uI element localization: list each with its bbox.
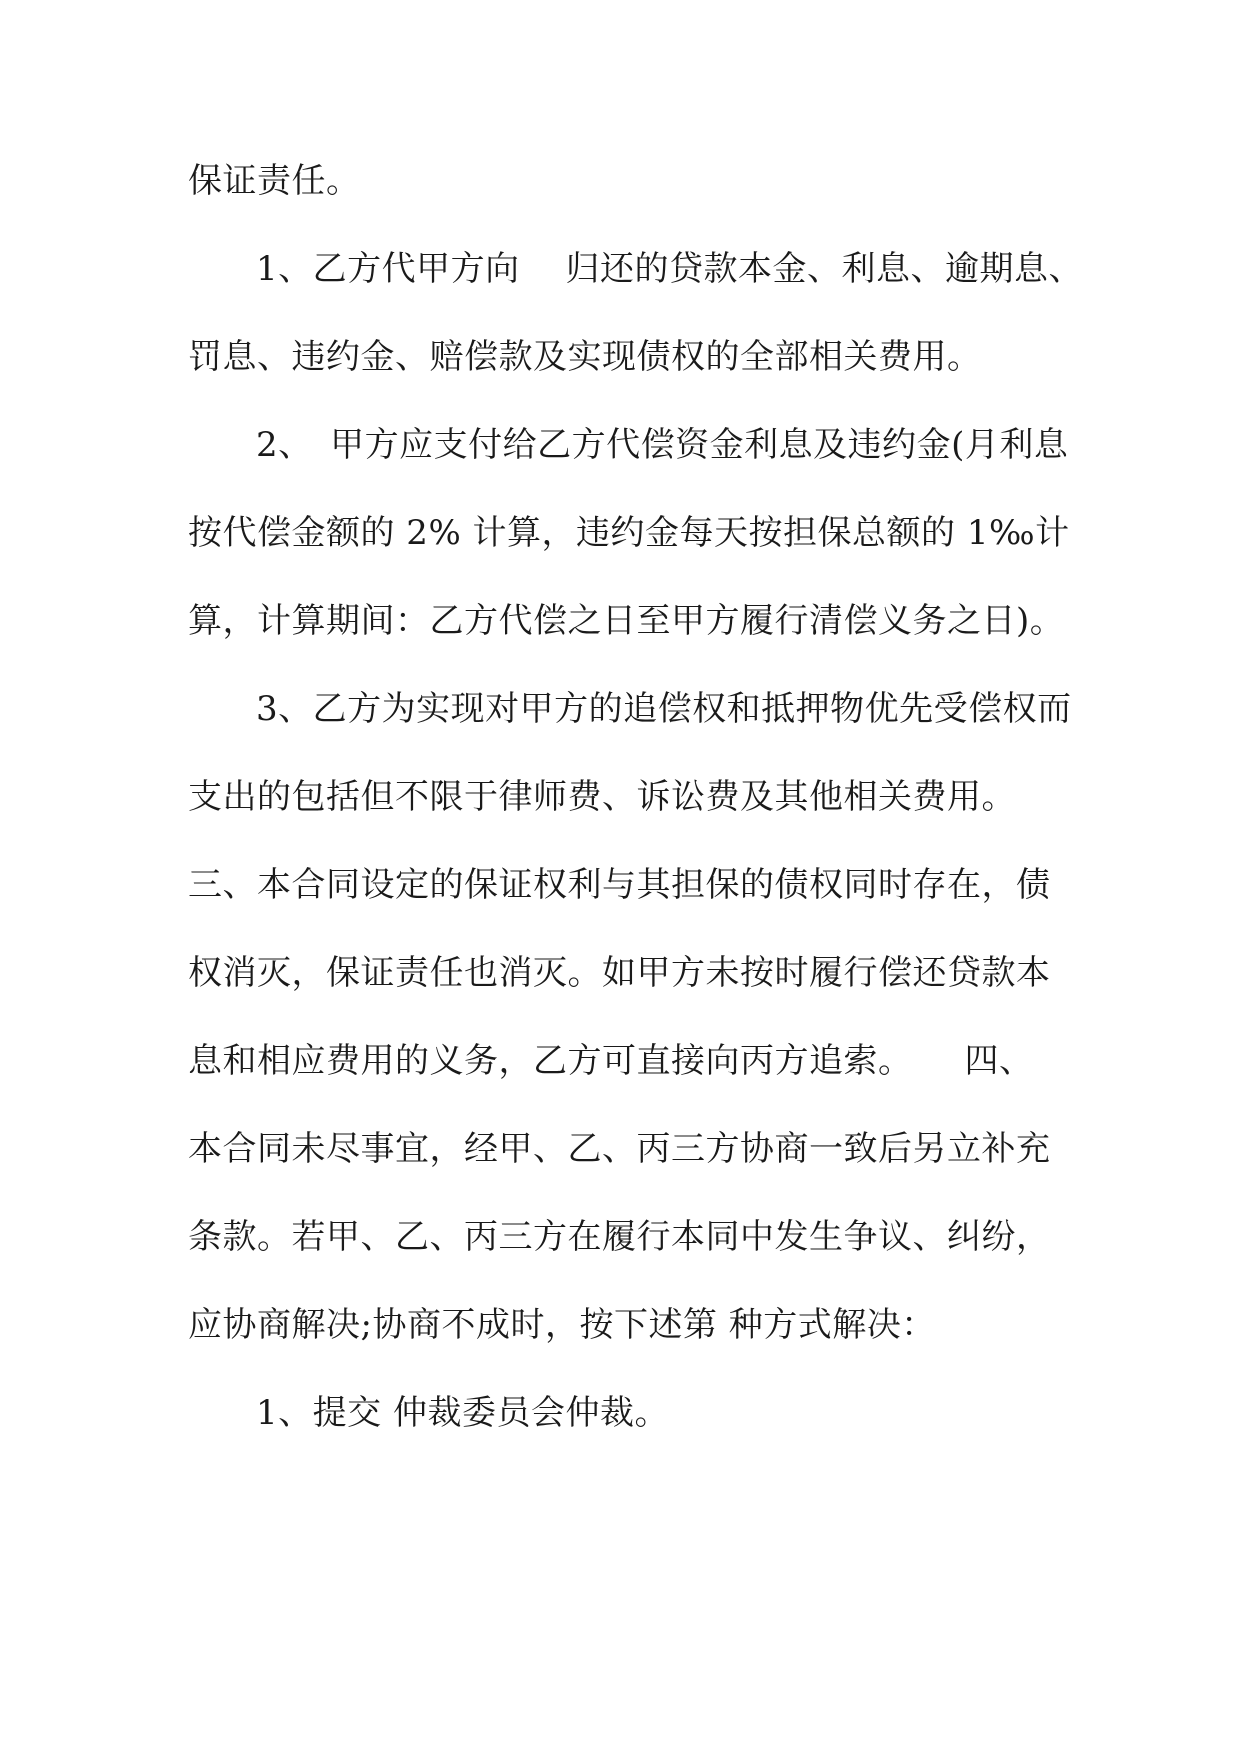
paragraph-line: 算，计算期间：乙方代偿之日至甲方履行清偿义务之日)。: [188, 601, 1065, 641]
paragraph-line: 保证责任。: [188, 161, 361, 201]
paragraph-line: 1、乙方代甲方向 归还的贷款本金、利息、逾期息、: [256, 249, 1083, 289]
paragraph-line: 罚息、违约金、赔偿款及实现债权的全部相关费用。: [188, 337, 982, 377]
paragraph-line: 3、乙方为实现对甲方的追偿权和抵押物优先受偿权而: [256, 689, 1072, 729]
paragraph-line: 条款。若甲、乙、丙三方在履行本同中发生争议、纠纷，: [188, 1217, 1051, 1257]
paragraph-line: 2、 甲方应支付给乙方代偿资金利息及违约金(月利息: [256, 425, 1069, 465]
paragraph-line: 息和相应费用的义务，乙方可直接向丙方追索。 四、: [188, 1041, 1034, 1081]
paragraph-line: 应协商解决;协商不成时，按下述第 种方式解决：: [188, 1305, 936, 1345]
paragraph-line: 本合同未尽事宜，经甲、乙、丙三方协商一致后另立补充: [188, 1129, 1051, 1169]
paragraph-line: 权消灭，保证责任也消灭。如甲方未按时履行偿还贷款本: [188, 953, 1051, 993]
paragraph-line: 支出的包括但不限于律师费、诉讼费及其他相关费用。: [188, 777, 1016, 817]
paragraph-line: 按代偿金额的 2% 计算，违约金每天按担保总额的 1‰计: [188, 513, 1070, 553]
paragraph-line: 1、提交 仲裁委员会仲裁。: [256, 1393, 669, 1433]
paragraph-line: 三、本合同设定的保证权利与其担保的债权同时存在，债: [188, 865, 1051, 905]
